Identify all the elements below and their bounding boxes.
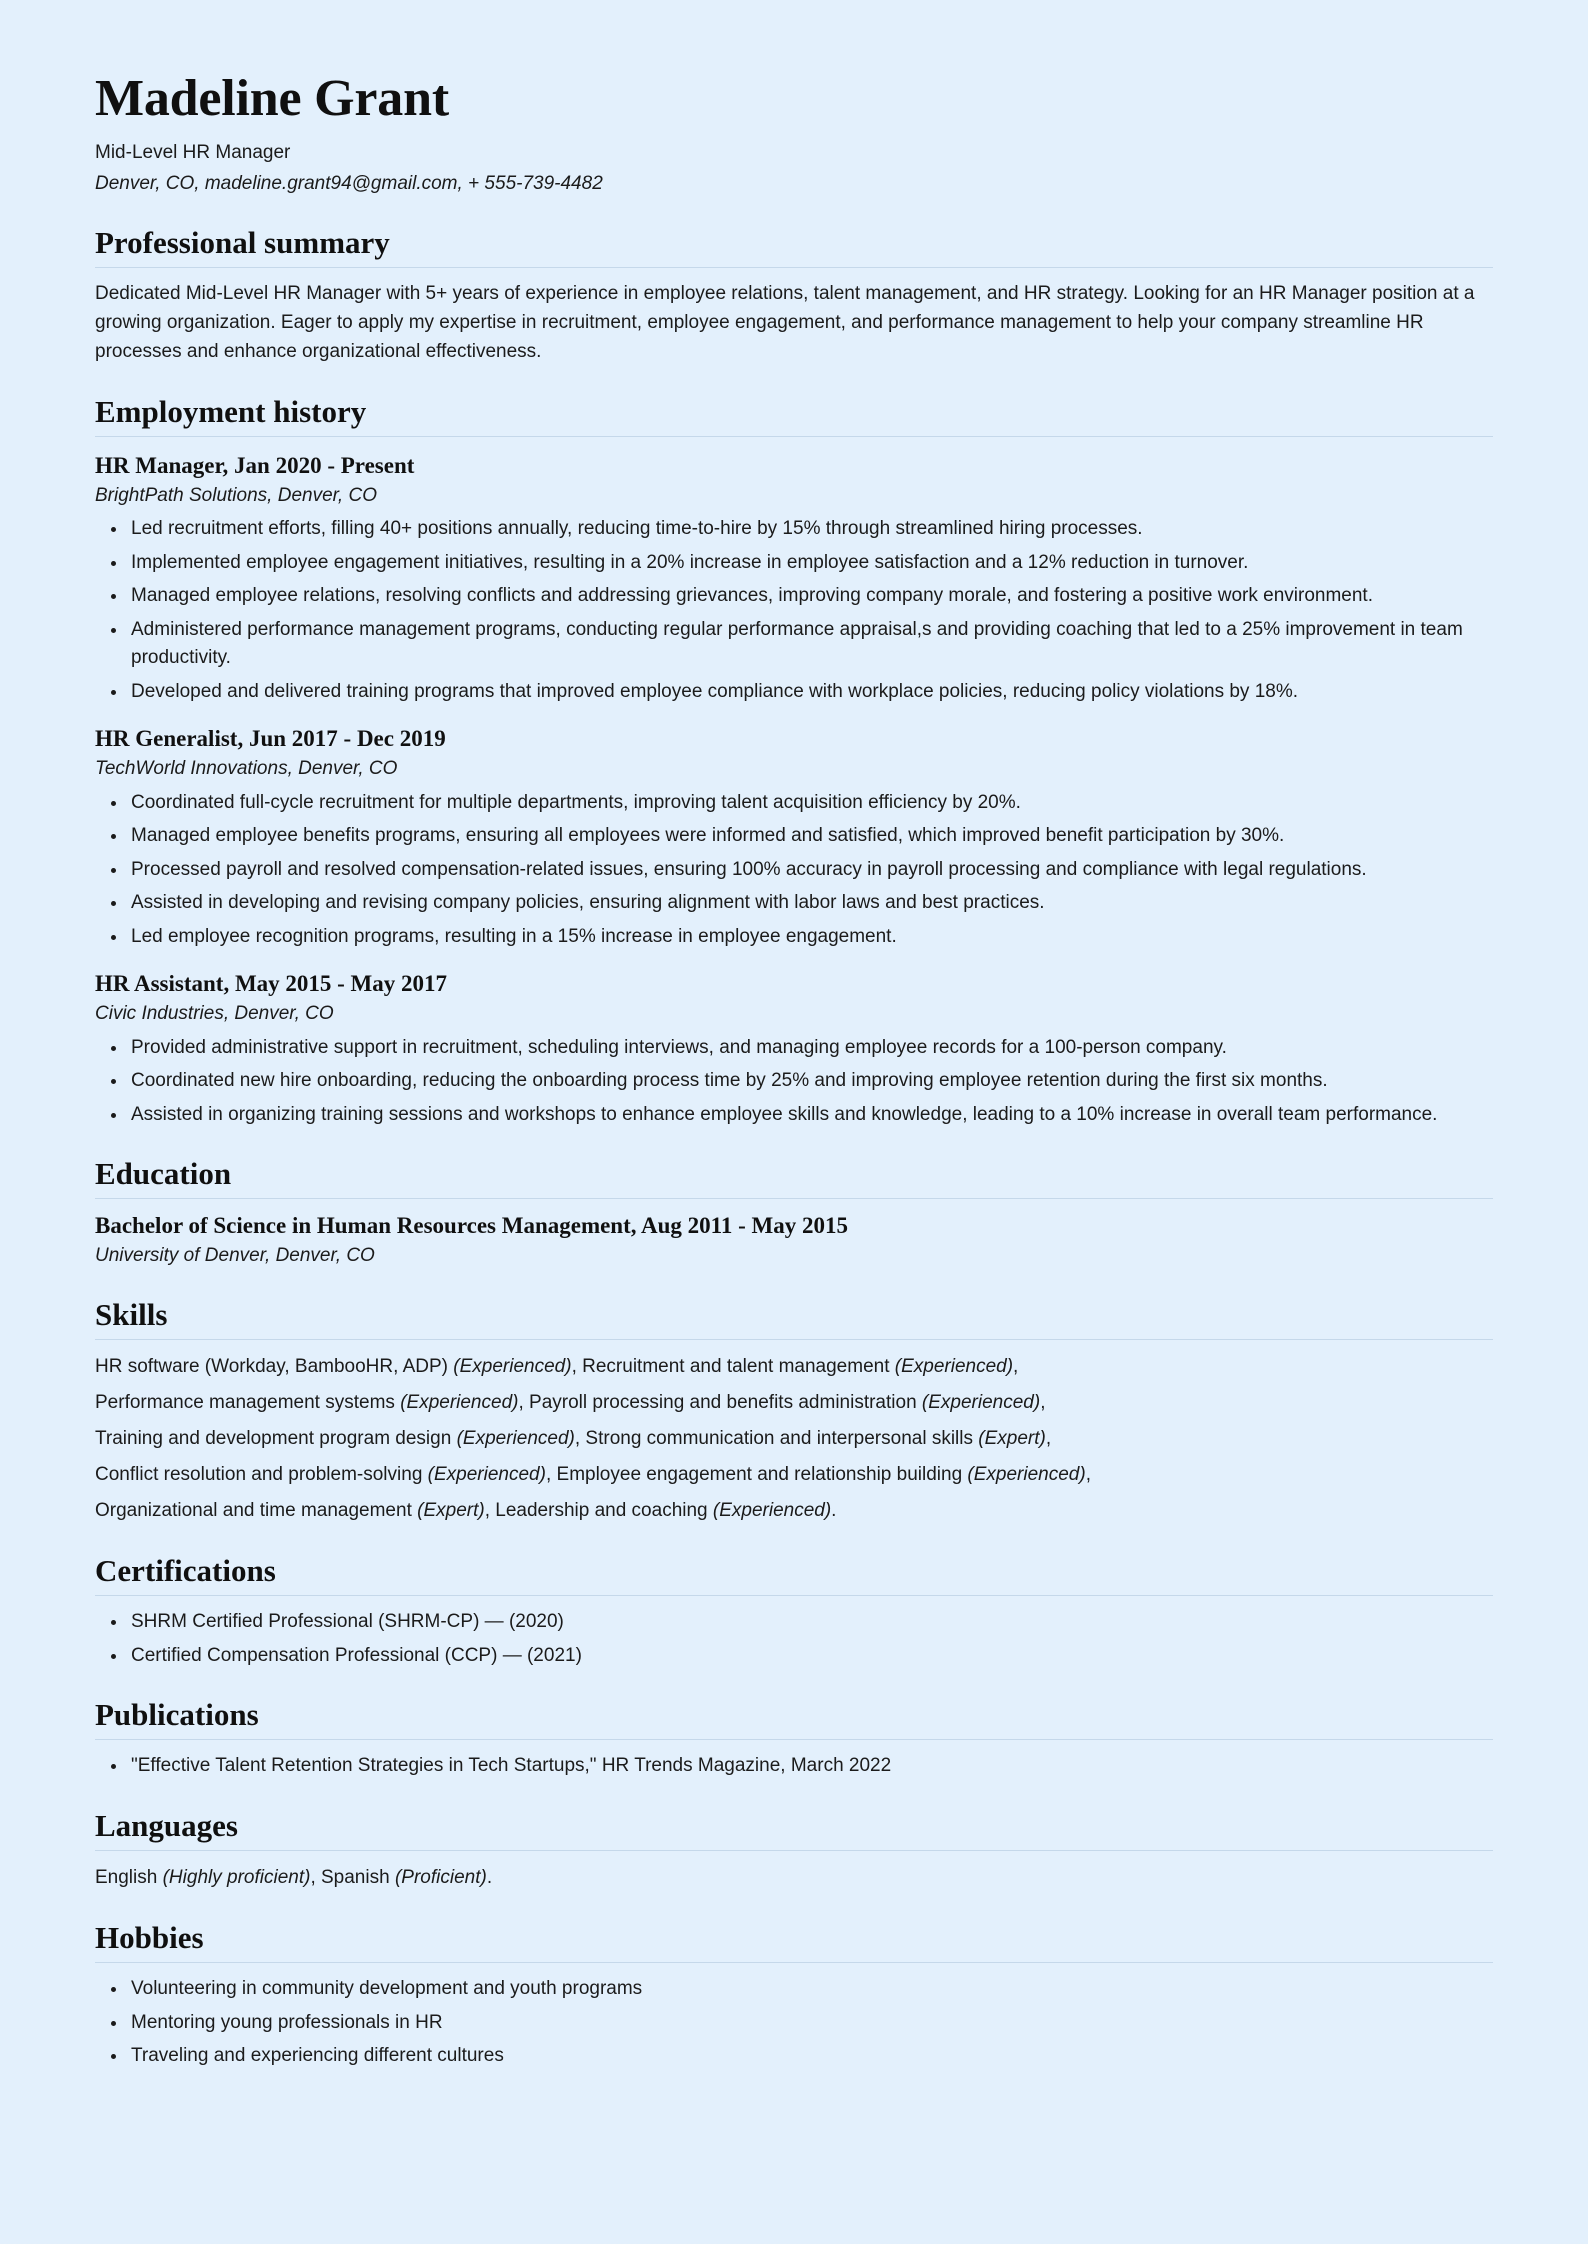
section-professional-summary <box>95 224 1493 367</box>
employment-entry-bullets <box>95 515 1493 706</box>
skill-level: (Experienced) <box>894 1356 1014 1377</box>
employment-entry-title: HR Manager, Jan 2020 - Present <box>95 452 415 478</box>
section-languages <box>95 1807 1493 1893</box>
education-school: University of Denver, Denver, CO <box>95 1245 375 1267</box>
skill-separator: . <box>486 1867 493 1889</box>
list-item: Managed employee relations, resolving conflicts and addressing grievances, improving company morale, and fostering a positive work environment. <box>129 582 1493 611</box>
skill-name: Performance management systems <box>95 1392 401 1414</box>
section-divider <box>95 1739 1493 1740</box>
skill-name: Payroll processing and benefits administration <box>529 1392 922 1414</box>
skill-level: (Highly proficient) <box>162 1867 311 1889</box>
list-item: Certified Compensation Professional (CCP) — (2021) <box>129 1642 1493 1671</box>
skills-list <box>95 1352 1493 1526</box>
employment-entry-bullets <box>95 1034 1493 1130</box>
skill-level: (Expert) <box>417 1500 485 1522</box>
section-divider <box>95 267 1493 268</box>
list-item: Assisted in developing and revising company policies, ensuring alignment with labor laws and best practices. <box>129 889 1493 918</box>
section-divider <box>95 1198 1493 1199</box>
section-divider <box>95 1339 1493 1340</box>
section-divider <box>95 1595 1493 1596</box>
education-entry <box>95 1211 1493 1269</box>
skill-separator: , <box>1045 1428 1052 1450</box>
resume-header <box>95 72 1493 198</box>
employment-entry <box>95 451 1493 706</box>
list-item: Provided administrative support in recruitment, scheduling interviews, and managing employee records for a 100-person company. <box>129 1034 1493 1063</box>
skill-separator: , <box>518 1392 530 1414</box>
section-employment-history <box>95 393 1493 1130</box>
skill-line <box>95 1460 1493 1490</box>
skill-name: Recruitment and talent management <box>582 1356 895 1377</box>
list-item: Traveling and experiencing different cultures <box>129 2042 1493 2071</box>
employment-entry-list <box>95 451 1493 1129</box>
skill-line <box>95 1424 1493 1454</box>
employment-entry <box>95 724 1493 951</box>
list-item: SHRM Certified Professional (SHRM-CP) — (2020) <box>129 1608 1493 1637</box>
hobbies-list <box>95 1975 1493 2071</box>
skill-name: Spanish <box>321 1867 395 1889</box>
skill-line <box>95 1496 1493 1526</box>
section-education <box>95 1155 1493 1270</box>
skill-separator: , <box>571 1356 583 1377</box>
skill-level: (Expert) <box>978 1428 1046 1450</box>
list-item: Implemented employee engagement initiatives, resulting in a 20% increase in employee satisfaction and a 12% reduction in turnover. <box>129 549 1493 578</box>
section-title-hobbies: Hobbies <box>95 1920 204 1956</box>
skill-name: Conflict resolution and problem-solving <box>95 1464 428 1486</box>
list-item: Led employee recognition programs, resulting in a 15% increase in employee engagement. <box>129 923 1493 952</box>
skill-level: (Proficient) <box>394 1867 487 1889</box>
skill-level: (Experienced) <box>921 1392 1041 1414</box>
skill-name: Organizational and time management <box>95 1500 418 1522</box>
skill-separator: , <box>1013 1356 1019 1377</box>
list-item: Coordinated full-cycle recruitment for multiple departments, improving talent acquisition efficiency by 20%. <box>129 789 1493 818</box>
section-divider <box>95 1962 1493 1963</box>
section-title-languages: Languages <box>95 1807 238 1843</box>
section-title-professional-summary: Professional summary <box>95 224 390 260</box>
list-item: Coordinated new hire onboarding, reducing the onboarding process time by 25% and improving employee retention during the first six months. <box>129 1067 1493 1096</box>
section-hobbies <box>95 1919 1493 2071</box>
certifications-list <box>95 1608 1493 1670</box>
skill-line <box>95 1863 1493 1893</box>
list-item: Mentoring young professionals in HR <box>129 2009 1493 2038</box>
skill-separator: , <box>484 1500 496 1522</box>
skill-level: (Experienced) <box>456 1428 575 1450</box>
languages-list <box>95 1863 1493 1893</box>
list-item: Assisted in organizing training sessions and workshops to enhance employee skills and knowledge, leading to a 10% increase in overall team performance. <box>129 1101 1493 1130</box>
employment-entry-company: BrightPath Solutions, Denver, CO <box>95 484 377 506</box>
employment-entry <box>95 969 1493 1129</box>
employment-entry-title: HR Assistant, May 2015 - May 2017 <box>95 971 448 997</box>
skill-level: (Experienced) <box>427 1464 546 1486</box>
skill-separator: , <box>310 1867 321 1889</box>
skill-level: (Experienced) <box>400 1392 519 1414</box>
section-skills <box>95 1296 1493 1526</box>
section-divider <box>95 436 1493 437</box>
section-title-certifications: Certifications <box>95 1553 276 1589</box>
education-degree: Bachelor of Science in Human Resources Management, Aug 2011 - May 2015 <box>95 1213 848 1239</box>
employment-entry-company: TechWorld Innovations, Denver, CO <box>95 758 398 780</box>
section-title-education: Education <box>95 1156 232 1192</box>
list-item: Developed and delivered training programs that improved employee compliance with workplace policies, reducing policy violations by 18%. <box>129 678 1493 707</box>
section-publications <box>95 1696 1493 1781</box>
skill-level: (Experienced) <box>712 1500 832 1522</box>
skill-level: (Experienced) <box>967 1464 1086 1486</box>
skill-separator: , <box>545 1464 557 1486</box>
page-title: Madeline Grant <box>95 70 449 127</box>
skill-separator: , <box>1040 1392 1046 1414</box>
section-title-skills: Skills <box>95 1296 168 1332</box>
skill-name: English <box>95 1867 163 1889</box>
skill-name: Employee engagement and relationship building <box>556 1464 968 1486</box>
section-title-publications: Publications <box>95 1697 259 1733</box>
list-item: Processed payroll and resolved compensation-related issues, ensuring 100% accuracy in payroll processing and compliance with legal regulations. <box>129 856 1493 885</box>
list-item: "Effective Talent Retention Strategies in Tech Startups," HR Trends Magazine, March 2022 <box>129 1752 1493 1781</box>
header-contact-line: Denver, CO, madeline.grant94@gmail.com, + 555-739-4482 <box>95 173 603 195</box>
section-certifications <box>95 1552 1493 1670</box>
header-job-title: Mid-Level HR Manager <box>95 141 291 163</box>
skill-name: Training and development program design <box>95 1428 457 1450</box>
list-item: Led recruitment efforts, filling 40+ positions annually, reducing time-to-hire by 15% through streamlined hiring processes. <box>129 515 1493 544</box>
skill-separator: , <box>574 1428 586 1450</box>
skill-line <box>95 1388 1493 1418</box>
skill-name: Leadership and coaching <box>495 1500 713 1522</box>
employment-entry-bullets <box>95 789 1493 952</box>
publications-list <box>95 1752 1493 1781</box>
skill-name: Strong communication and interpersonal skills <box>585 1428 979 1450</box>
skill-line <box>95 1352 1493 1382</box>
skill-level: (Experienced) <box>453 1356 572 1377</box>
skill-separator: . <box>831 1500 837 1522</box>
section-divider <box>95 1850 1493 1851</box>
list-item: Administered performance management programs, conducting regular performance appraisal,s and providing coaching that led to a 25% improvement in team productivity. <box>129 616 1493 673</box>
employment-entry-company: Civic Industries, Denver, CO <box>95 1003 334 1025</box>
skill-name: HR software (Workday, BambooHR, ADP) <box>95 1356 454 1377</box>
professional-summary-text: Dedicated Mid-Level HR Manager with 5+ years of experience in employee relations, talent management, and HR strategy. Looking for an HR Manager position at a growing organization. Eager to apply my expertise in recruitment, employee engagement, and performance management to help your company streamline HR processes and enhance organizational effectiveness. <box>95 282 1475 362</box>
section-title-employment-history: Employment history <box>95 393 367 429</box>
list-item: Volunteering in community development and youth programs <box>129 1975 1493 2004</box>
skill-separator: , <box>1085 1464 1091 1486</box>
employment-entry-title: HR Generalist, Jun 2017 - Dec 2019 <box>95 726 446 752</box>
list-item: Managed employee benefits programs, ensuring all employees were informed and satisfied, which improved benefit participation by 30%. <box>129 822 1493 851</box>
